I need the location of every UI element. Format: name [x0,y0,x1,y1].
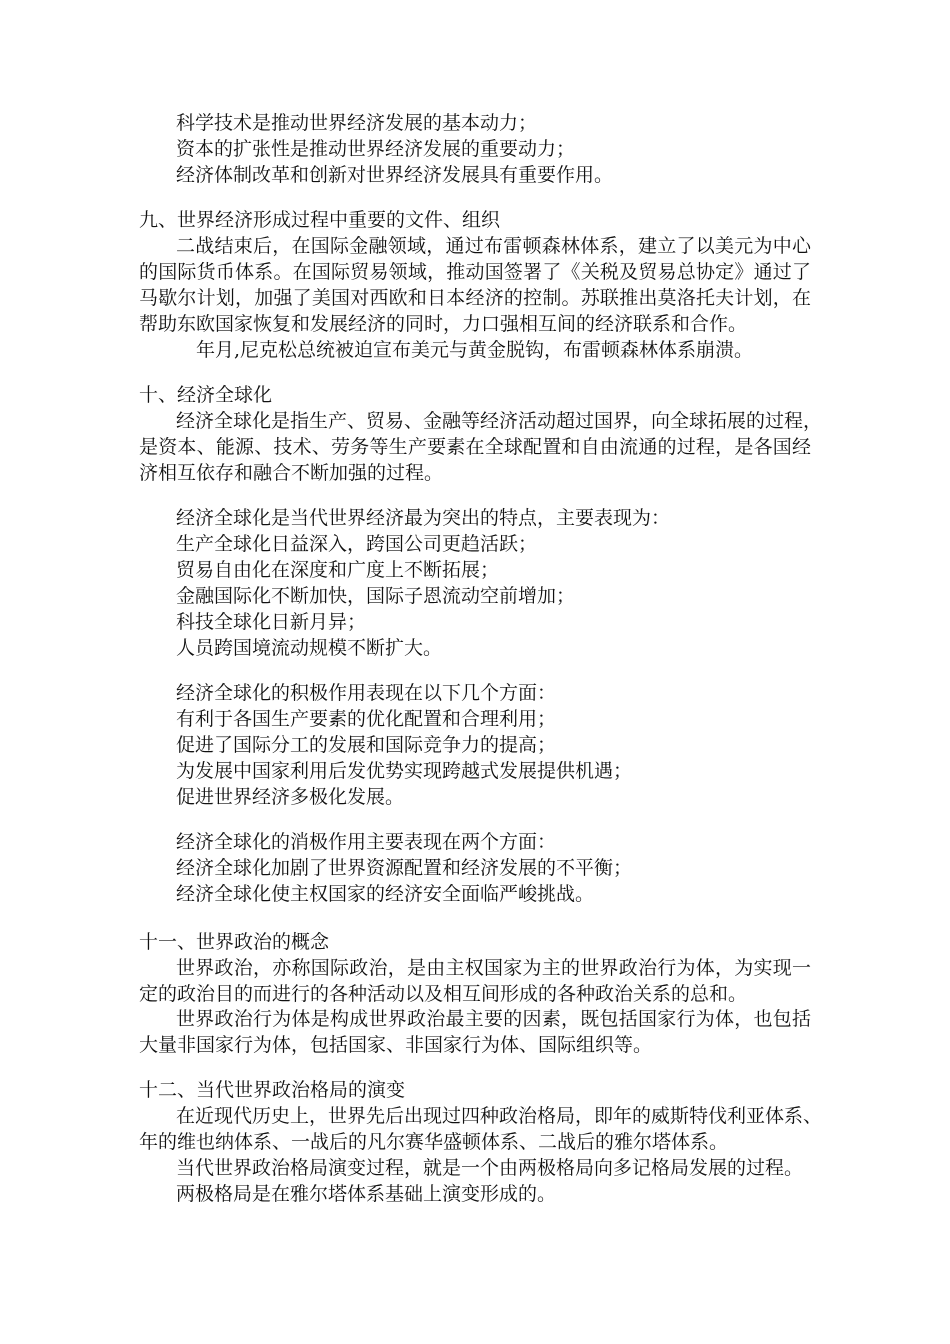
section-heading-12: 十二、当代世界政治格局的演变 [139,1079,406,1101]
text-line: 科学技术是推动世界经济发展的基本动力； [176,112,538,134]
paragraph-line: 世界政治行为体是构成世界政治最主要的因素，既包括国家行为体，也包括 [176,1008,811,1030]
list-item: 经济全球化加剧了世界资源配置和经济发展的不平衡； [176,857,633,879]
list-item: 人员跨国境流动规模不断扩大。 [176,637,443,659]
text-line: 经济全球化的消极作用主要表现在两个方面： [176,831,557,853]
list-item: 有利于各国生产要素的优化配置和合理利用； [176,708,557,730]
paragraph-line: 世界政治，亦称国际政治，是由主权国家为主的世界政治行为体，为实现一 [176,957,811,979]
paragraph-line: 在近现代历史上，世界先后出现过四种政治格局，即年的威斯特伐利亚体系、 [176,1105,823,1127]
section-heading-11: 十一、世界政治的概念 [139,931,330,953]
paragraph-line: 马歇尔计划，加强了美国对西欧和日本经济的控制。苏联推出莫洛托夫计划，在 [139,287,811,309]
paragraph-line: 的国际货币体系。在国际贸易领域，推动国签署了《关税及贸易总协定》通过了 [139,261,811,283]
paragraph-line: 帮助东欧国家恢复和发展经济的同时，力口强相互间的经济联系和合作。 [139,313,748,335]
paragraph-line: 经济全球化是指生产、贸易、金融等经济活动超过国界，向全球拓展的过程， [176,410,823,432]
text-line: 经济全球化是当代世界经济最为突出的特点，主要表现为： [176,507,671,529]
text-line: 资本的扩张性是推动世界经济发展的重要动力； [176,138,576,160]
paragraph-line: 是资本、能源、技术、劳务等生产要素在全球配置和自由流通的过程，是各国经 [139,436,811,458]
paragraph-line: 二战结束后，在国际金融领域，通过布雷顿森林体系，建立了以美元为中心 [176,235,811,257]
paragraph-line: 当代世界政治格局演变过程，就是一个由两极格局向多记格局发展的过程。 [176,1157,804,1179]
paragraph-line: 年月,尼克松总统被迫宣布美元与黄金脱钩，布雷顿森林体系崩溃。 [196,339,754,361]
paragraph-line: 年的维也纳体系、一战后的凡尔赛华盛顿体系、二战后的雅尔塔体系。 [139,1131,729,1153]
list-item: 促进了国际分工的发展和国际竞争力的提高； [176,734,557,756]
list-item: 金融国际化不断加快，国际子恩流动空前增加； [176,585,576,607]
paragraph-line: 大量非国家行为体，包括国家、非国家行为体、国际组织等。 [139,1034,653,1056]
list-item: 促进世界经济多极化发展。 [176,786,405,808]
paragraph-line: 两极格局是在雅尔塔体系基础上演变形成的。 [176,1183,557,1205]
list-item: 经济全球化使主权国家的经济安全面临严峻挑战。 [176,883,595,905]
section-heading-9: 九、世界经济形成过程中重要的文件、组织 [139,209,501,231]
list-item: 贸易自由化在深度和广度上不断拓展； [176,559,500,581]
list-item: 为发展中国家利用后发优势实现跨越式发展提供机遇； [176,760,633,782]
section-heading-10: 十、经济全球化 [139,384,273,406]
list-item: 生产全球化日益深入，跨国公司更趋活跃； [176,533,538,555]
list-item: 科技全球化日新月异； [176,611,367,633]
text-line: 经济体制改革和创新对世界经济发展具有重要作用。 [176,164,614,186]
paragraph-line: 济相互依存和融合不断加强的过程。 [139,462,444,484]
text-line: 经济全球化的积极作用表现在以下几个方面： [176,682,557,704]
paragraph-line: 定的政治目的而进行的各种活动以及相互间形成的各种政治关系的总和。 [139,983,748,1005]
